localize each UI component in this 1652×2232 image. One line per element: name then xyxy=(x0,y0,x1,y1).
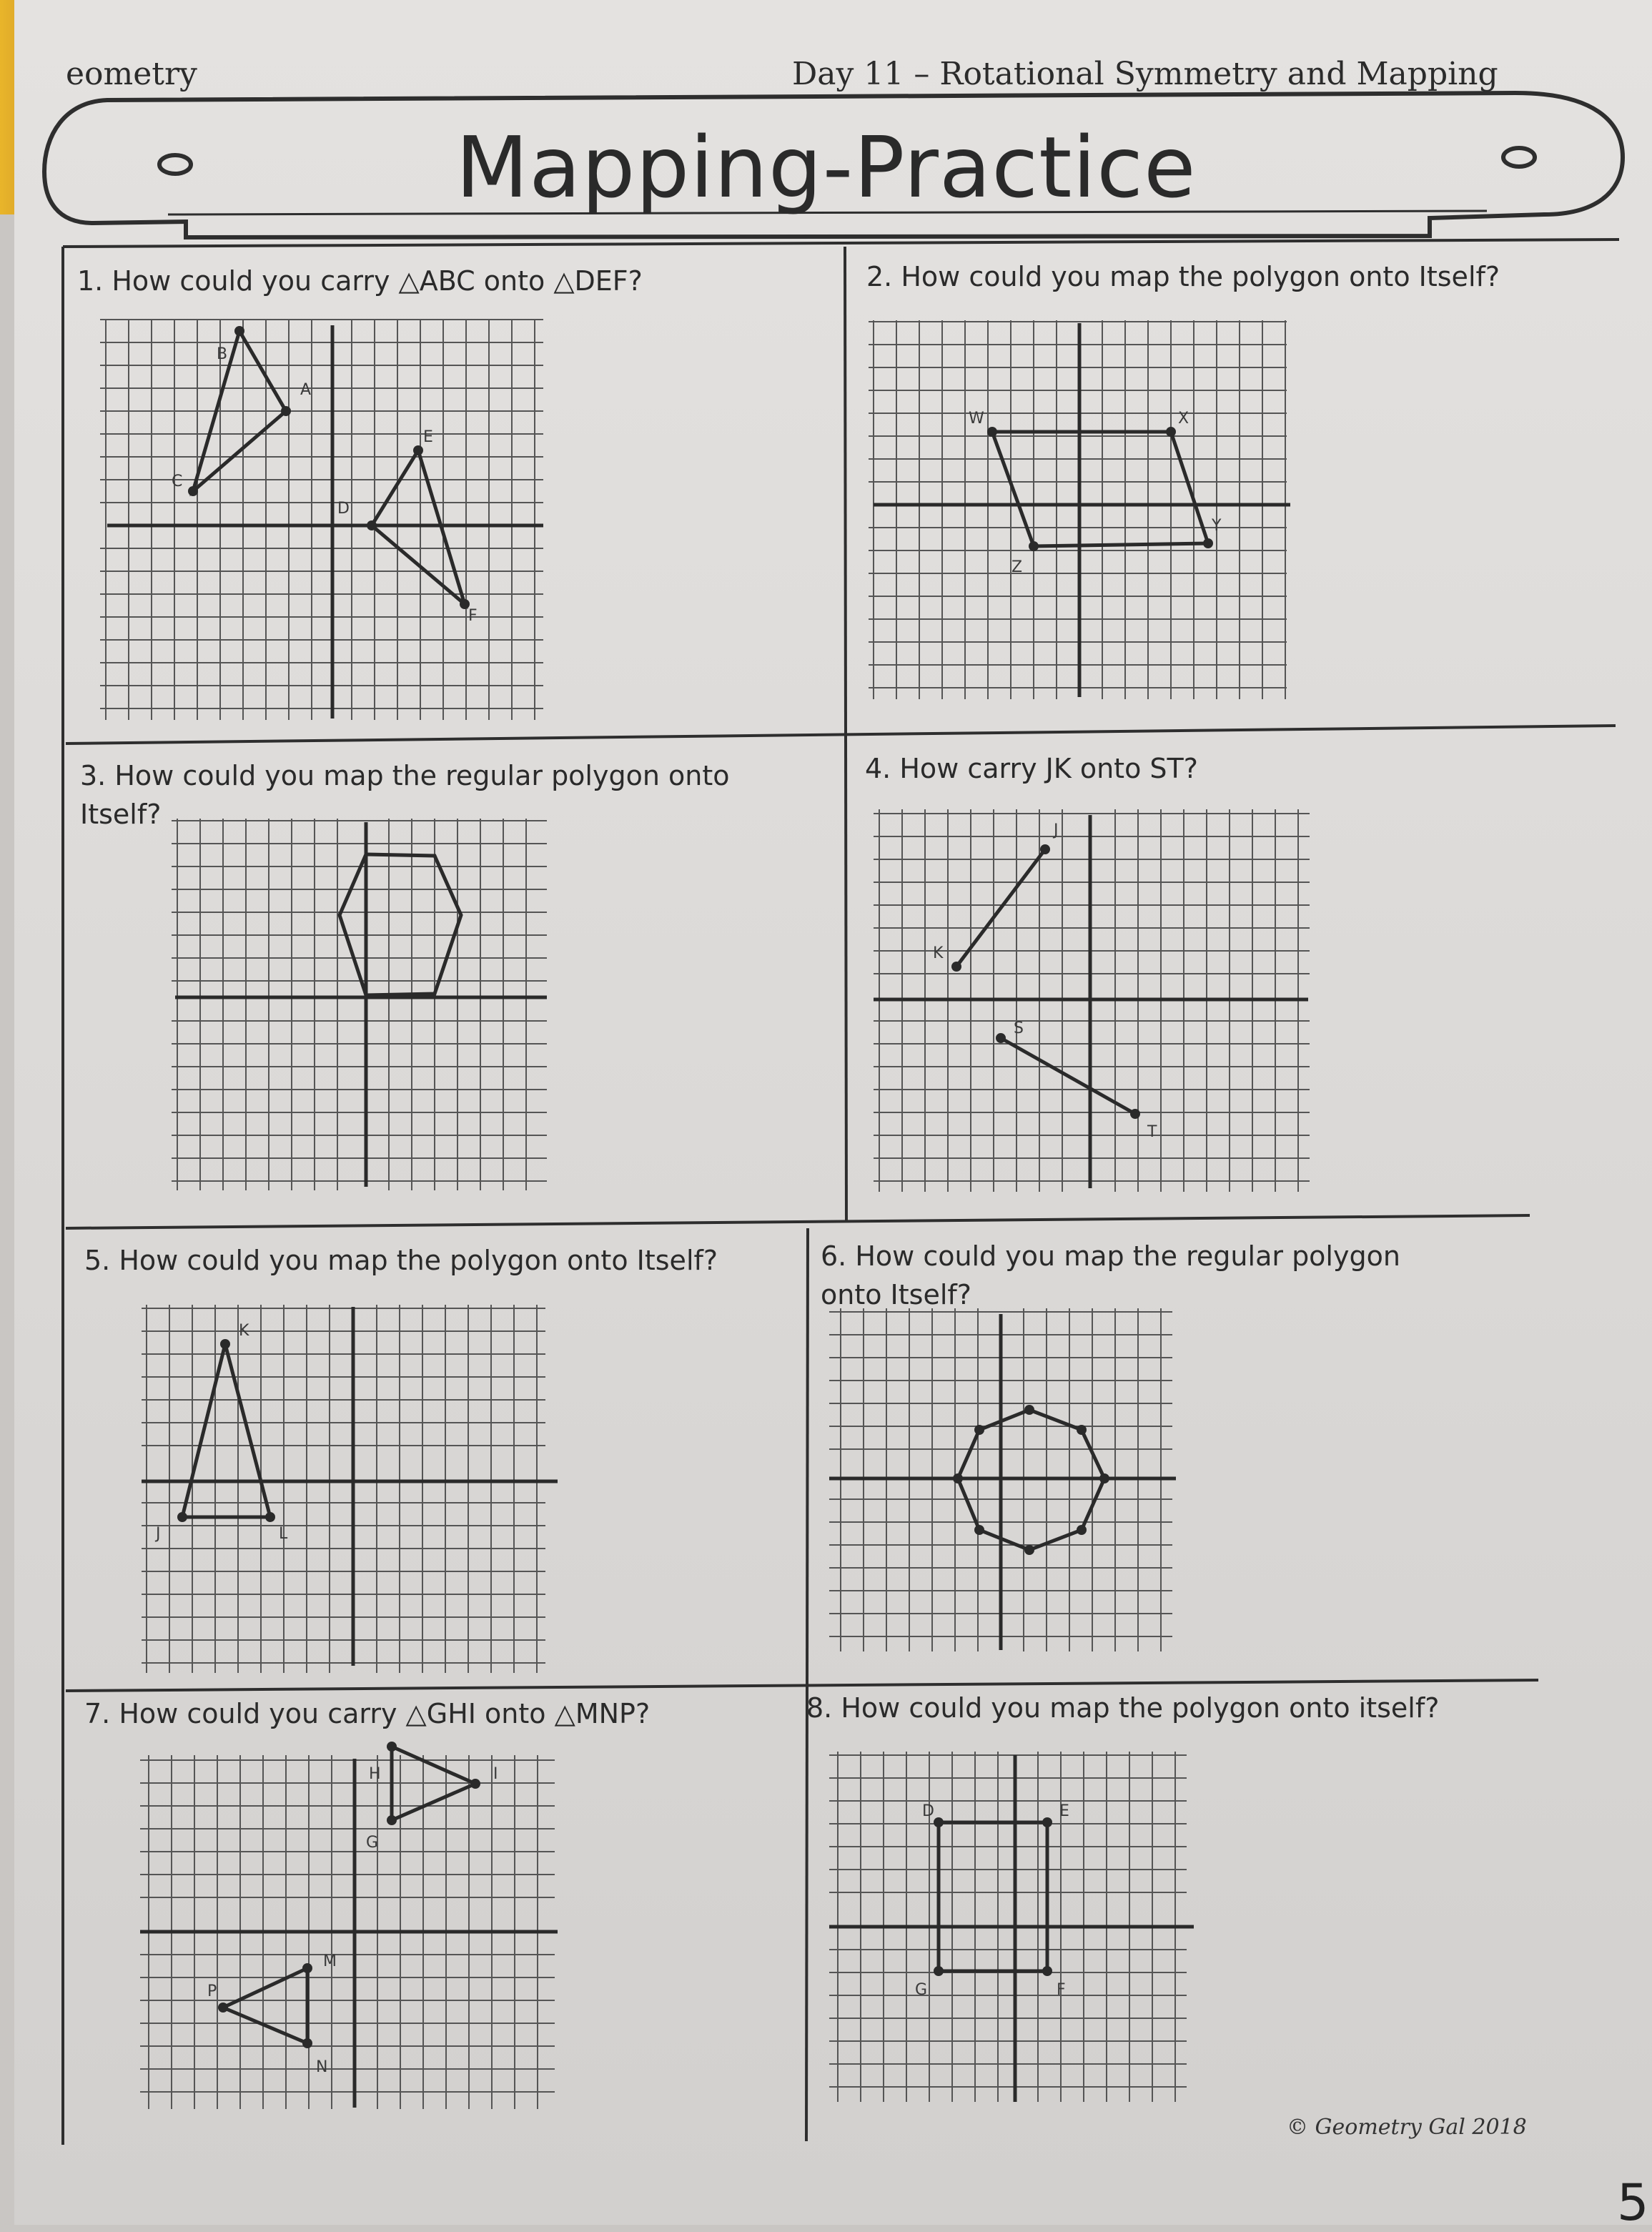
label-j: J xyxy=(1054,821,1059,839)
problem-7-text: 7. How could you carry △GHI onto △MNP? xyxy=(84,1698,651,1729)
problem-2-text: 2. How could you map the polygon onto Itself? xyxy=(866,261,1500,292)
label-f: F xyxy=(468,607,478,625)
course-name: eometry xyxy=(66,56,197,92)
label-k: K xyxy=(933,944,944,962)
label-s: S xyxy=(1014,1019,1024,1037)
label-p: P xyxy=(207,1982,217,2000)
label-g: G xyxy=(366,1834,379,1852)
page-title: Mapping-Practice xyxy=(455,118,1197,217)
lesson-title: Day 11 – Rotational Symmetry and Mapping xyxy=(792,56,1498,92)
label-m: M xyxy=(323,1952,337,1970)
copyright-text: © Geometry Gal 2018 xyxy=(1287,2115,1527,2140)
label-l: L xyxy=(279,1525,288,1543)
label-j: J xyxy=(156,1525,161,1543)
label-d: D xyxy=(922,1802,934,1820)
problem-8-text: 8. How could you map the polygon onto itself? xyxy=(806,1692,1440,1724)
label-e: E xyxy=(1059,1802,1069,1820)
label-n: N xyxy=(316,2058,328,2076)
problem-3-text: 3. How could you map the regular polygon onto Itself? xyxy=(80,760,730,830)
label-h: H xyxy=(369,1765,381,1783)
label-c: C xyxy=(172,473,183,490)
label-w: W xyxy=(969,410,984,428)
label-t: T xyxy=(1147,1123,1157,1141)
label-x: X xyxy=(1178,410,1189,428)
problem-1-text: 1. How could you carry △ABC onto △DEF? xyxy=(77,265,643,297)
problem-4-text: 4. How carry JK onto ST? xyxy=(865,753,1198,784)
problem-6-text: 6. How could you map the regular polygon onto Itself? xyxy=(821,1240,1400,1310)
label-d: D xyxy=(337,500,350,518)
label-y: Y xyxy=(1212,517,1222,535)
label-g: G xyxy=(915,1981,928,1999)
label-e: E xyxy=(423,428,433,446)
label-k: K xyxy=(239,1322,249,1340)
problem-5-text: 5. How could you map the polygon onto Itself? xyxy=(84,1245,718,1276)
label-i: I xyxy=(493,1765,498,1783)
label-a: A xyxy=(300,381,312,399)
label-z: Z xyxy=(1012,558,1023,576)
page-number: 5 xyxy=(1617,2173,1649,2232)
label-b: B xyxy=(217,345,228,363)
label-f: F xyxy=(1057,1981,1066,1999)
